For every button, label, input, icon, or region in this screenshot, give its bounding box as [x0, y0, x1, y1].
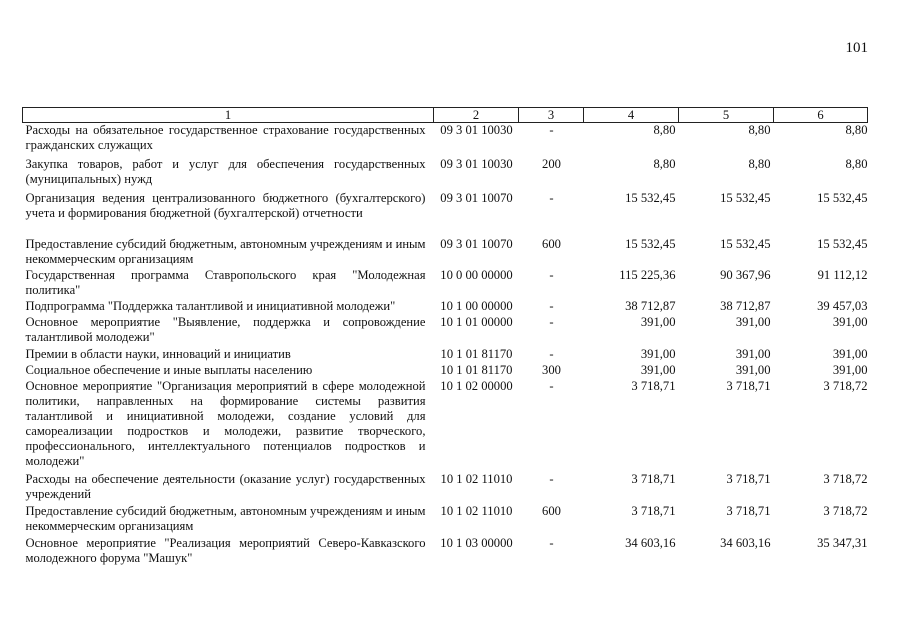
- row-value-6: 8,80: [845, 156, 868, 171]
- row-value-5: 391,00: [735, 362, 771, 377]
- row-value-5: 90 367,96: [720, 267, 771, 282]
- row-value-4: 115 225,36: [619, 267, 676, 282]
- row-code: 10 1 01 81170: [440, 346, 513, 361]
- table-row: [23, 472, 868, 504]
- row-name: Основное мероприятие "Реализация мероприятий Северо-Кавказского молодежного форума "Машук": [25, 535, 426, 565]
- row-expense-type: -: [549, 298, 554, 313]
- row-value-4: 38 712,87: [625, 298, 676, 313]
- row-name: Предоставление субсидий бюджетным, автономным учреждениям и иным некоммерческим организациям: [25, 236, 426, 266]
- row-value-5: 8,80: [748, 123, 771, 137]
- row-expense-type: 600: [542, 236, 561, 251]
- row-code: 10 1 00 00000: [440, 298, 513, 313]
- row-code: 10 1 01 81170: [440, 362, 513, 377]
- row-value-5: 3 718,71: [726, 503, 771, 518]
- row-code: 09 3 01 10030: [440, 156, 513, 171]
- row-value-4: 3 718,71: [631, 471, 676, 486]
- row-expense-type: -: [549, 190, 554, 205]
- column-header-6: 6: [774, 108, 868, 123]
- column-header-5: 5: [679, 108, 774, 123]
- row-value-4: 15 532,45: [625, 236, 676, 251]
- row-name: Государственная программа Ставропольского края "Молодежная политика": [25, 267, 426, 297]
- row-value-5: 3 718,71: [726, 378, 771, 393]
- row-name: Социальное обеспечение и иные выплаты населению: [25, 362, 313, 377]
- row-value-6: 391,00: [832, 346, 868, 361]
- row-value-6: 8,80: [845, 123, 868, 137]
- table-row: [23, 504, 868, 536]
- table-row: [23, 363, 868, 379]
- row-name: Основное мероприятие "Организация мероприятий в сфере молодежной политики, направленных на формирование системы развития талантливой и инициативной молодежи, создание условий для самореализации подростков и молодежи, развитие творческого, профессионального, интеллектуального потенциалов подростков и молодежи": [25, 378, 426, 468]
- row-value-4: 3 718,71: [631, 378, 676, 393]
- row-expense-type: -: [549, 123, 554, 137]
- row-name: Основное мероприятие "Выявление, поддержка и сопровождение талантливой молодежи": [25, 314, 426, 344]
- table-row: [23, 536, 868, 568]
- row-expense-type: 600: [542, 503, 561, 518]
- row-name: Расходы на обязательное государственное страхование государственных гражданских служащих: [25, 123, 426, 152]
- row-expense-type: -: [549, 314, 554, 329]
- row-value-6: 39 457,03: [817, 298, 868, 313]
- table-row: [23, 299, 868, 315]
- row-value-4: 391,00: [640, 346, 676, 361]
- row-value-6: 15 532,45: [817, 236, 868, 251]
- row-value-4: 3 718,71: [631, 503, 676, 518]
- row-value-4: 34 603,16: [625, 535, 676, 550]
- row-code: 09 3 01 10030: [440, 123, 513, 137]
- row-value-6: 391,00: [832, 362, 868, 377]
- row-value-6: 3 718,72: [823, 503, 868, 518]
- row-code: 10 1 02 00000: [440, 378, 513, 393]
- column-header-2: 2: [434, 108, 519, 123]
- row-expense-type: -: [549, 267, 554, 282]
- row-code: 10 1 02 11010: [440, 503, 513, 518]
- row-value-6: 91 112,12: [817, 267, 868, 282]
- row-value-6: 3 718,72: [823, 378, 868, 393]
- row-code: 10 1 03 00000: [440, 535, 513, 550]
- row-value-5: 391,00: [735, 346, 771, 361]
- budget-table: [22, 107, 868, 568]
- row-code: 10 0 00 00000: [440, 267, 513, 282]
- row-name: Премии в области науки, инноваций и инициатив: [25, 346, 291, 361]
- row-name: Подпрограмма "Поддержка талантливой и инициативной молодежи": [25, 298, 396, 313]
- row-value-6: 3 718,72: [823, 471, 868, 486]
- row-value-4: 8,80: [653, 156, 676, 171]
- table-row: [23, 347, 868, 363]
- row-value-5: 3 718,71: [726, 471, 771, 486]
- row-name: Расходы на обеспечение деятельности (оказание услуг) государственных учреждений: [25, 471, 426, 501]
- row-expense-type: -: [549, 471, 554, 486]
- row-name: Предоставление субсидий бюджетным, автономным учреждениям и иным некоммерческим организациям: [25, 503, 426, 533]
- table-row: [23, 315, 868, 347]
- row-value-5: 391,00: [735, 314, 771, 329]
- table-row: [23, 237, 868, 268]
- row-expense-type: -: [549, 378, 554, 393]
- row-value-5: 8,80: [748, 156, 771, 171]
- row-value-4: 391,00: [640, 362, 676, 377]
- row-name: Закупка товаров, работ и услуг для обеспечения государственных (муниципальных) нужд: [25, 156, 426, 186]
- page-number: 101: [845, 40, 868, 56]
- row-value-4: 15 532,45: [625, 190, 676, 205]
- row-value-6: 35 347,31: [817, 535, 868, 550]
- table-row: [23, 157, 868, 191]
- row-expense-type: 300: [542, 362, 561, 377]
- row-name: Организация ведения централизованного бюджетного (бухгалтерского) учета и формирования бюджетной (бухгалтерской) отчетности: [25, 190, 426, 220]
- table-row: [23, 379, 868, 472]
- table-header-row: [23, 108, 868, 123]
- row-value-4: 391,00: [640, 314, 676, 329]
- row-value-6: 391,00: [832, 314, 868, 329]
- row-expense-type: 200: [542, 156, 561, 171]
- row-code: 10 1 02 11010: [440, 471, 513, 486]
- row-expense-type: -: [549, 346, 554, 361]
- row-value-5: 34 603,16: [720, 535, 771, 550]
- table-row: [23, 268, 868, 299]
- row-value-5: 38 712,87: [720, 298, 771, 313]
- column-header-4: 4: [584, 108, 679, 123]
- table-row: [23, 123, 868, 157]
- column-header-3: 3: [519, 108, 584, 123]
- row-expense-type: -: [549, 535, 554, 550]
- row-value-4: 8,80: [653, 123, 676, 137]
- row-code: 10 1 01 00000: [440, 314, 513, 329]
- table-row: [23, 191, 868, 237]
- column-header-1: 1: [23, 108, 434, 123]
- row-value-5: 15 532,45: [720, 190, 771, 205]
- row-value-5: 15 532,45: [720, 236, 771, 251]
- row-code: 09 3 01 10070: [440, 190, 513, 205]
- row-value-6: 15 532,45: [817, 190, 868, 205]
- row-code: 09 3 01 10070: [440, 236, 513, 251]
